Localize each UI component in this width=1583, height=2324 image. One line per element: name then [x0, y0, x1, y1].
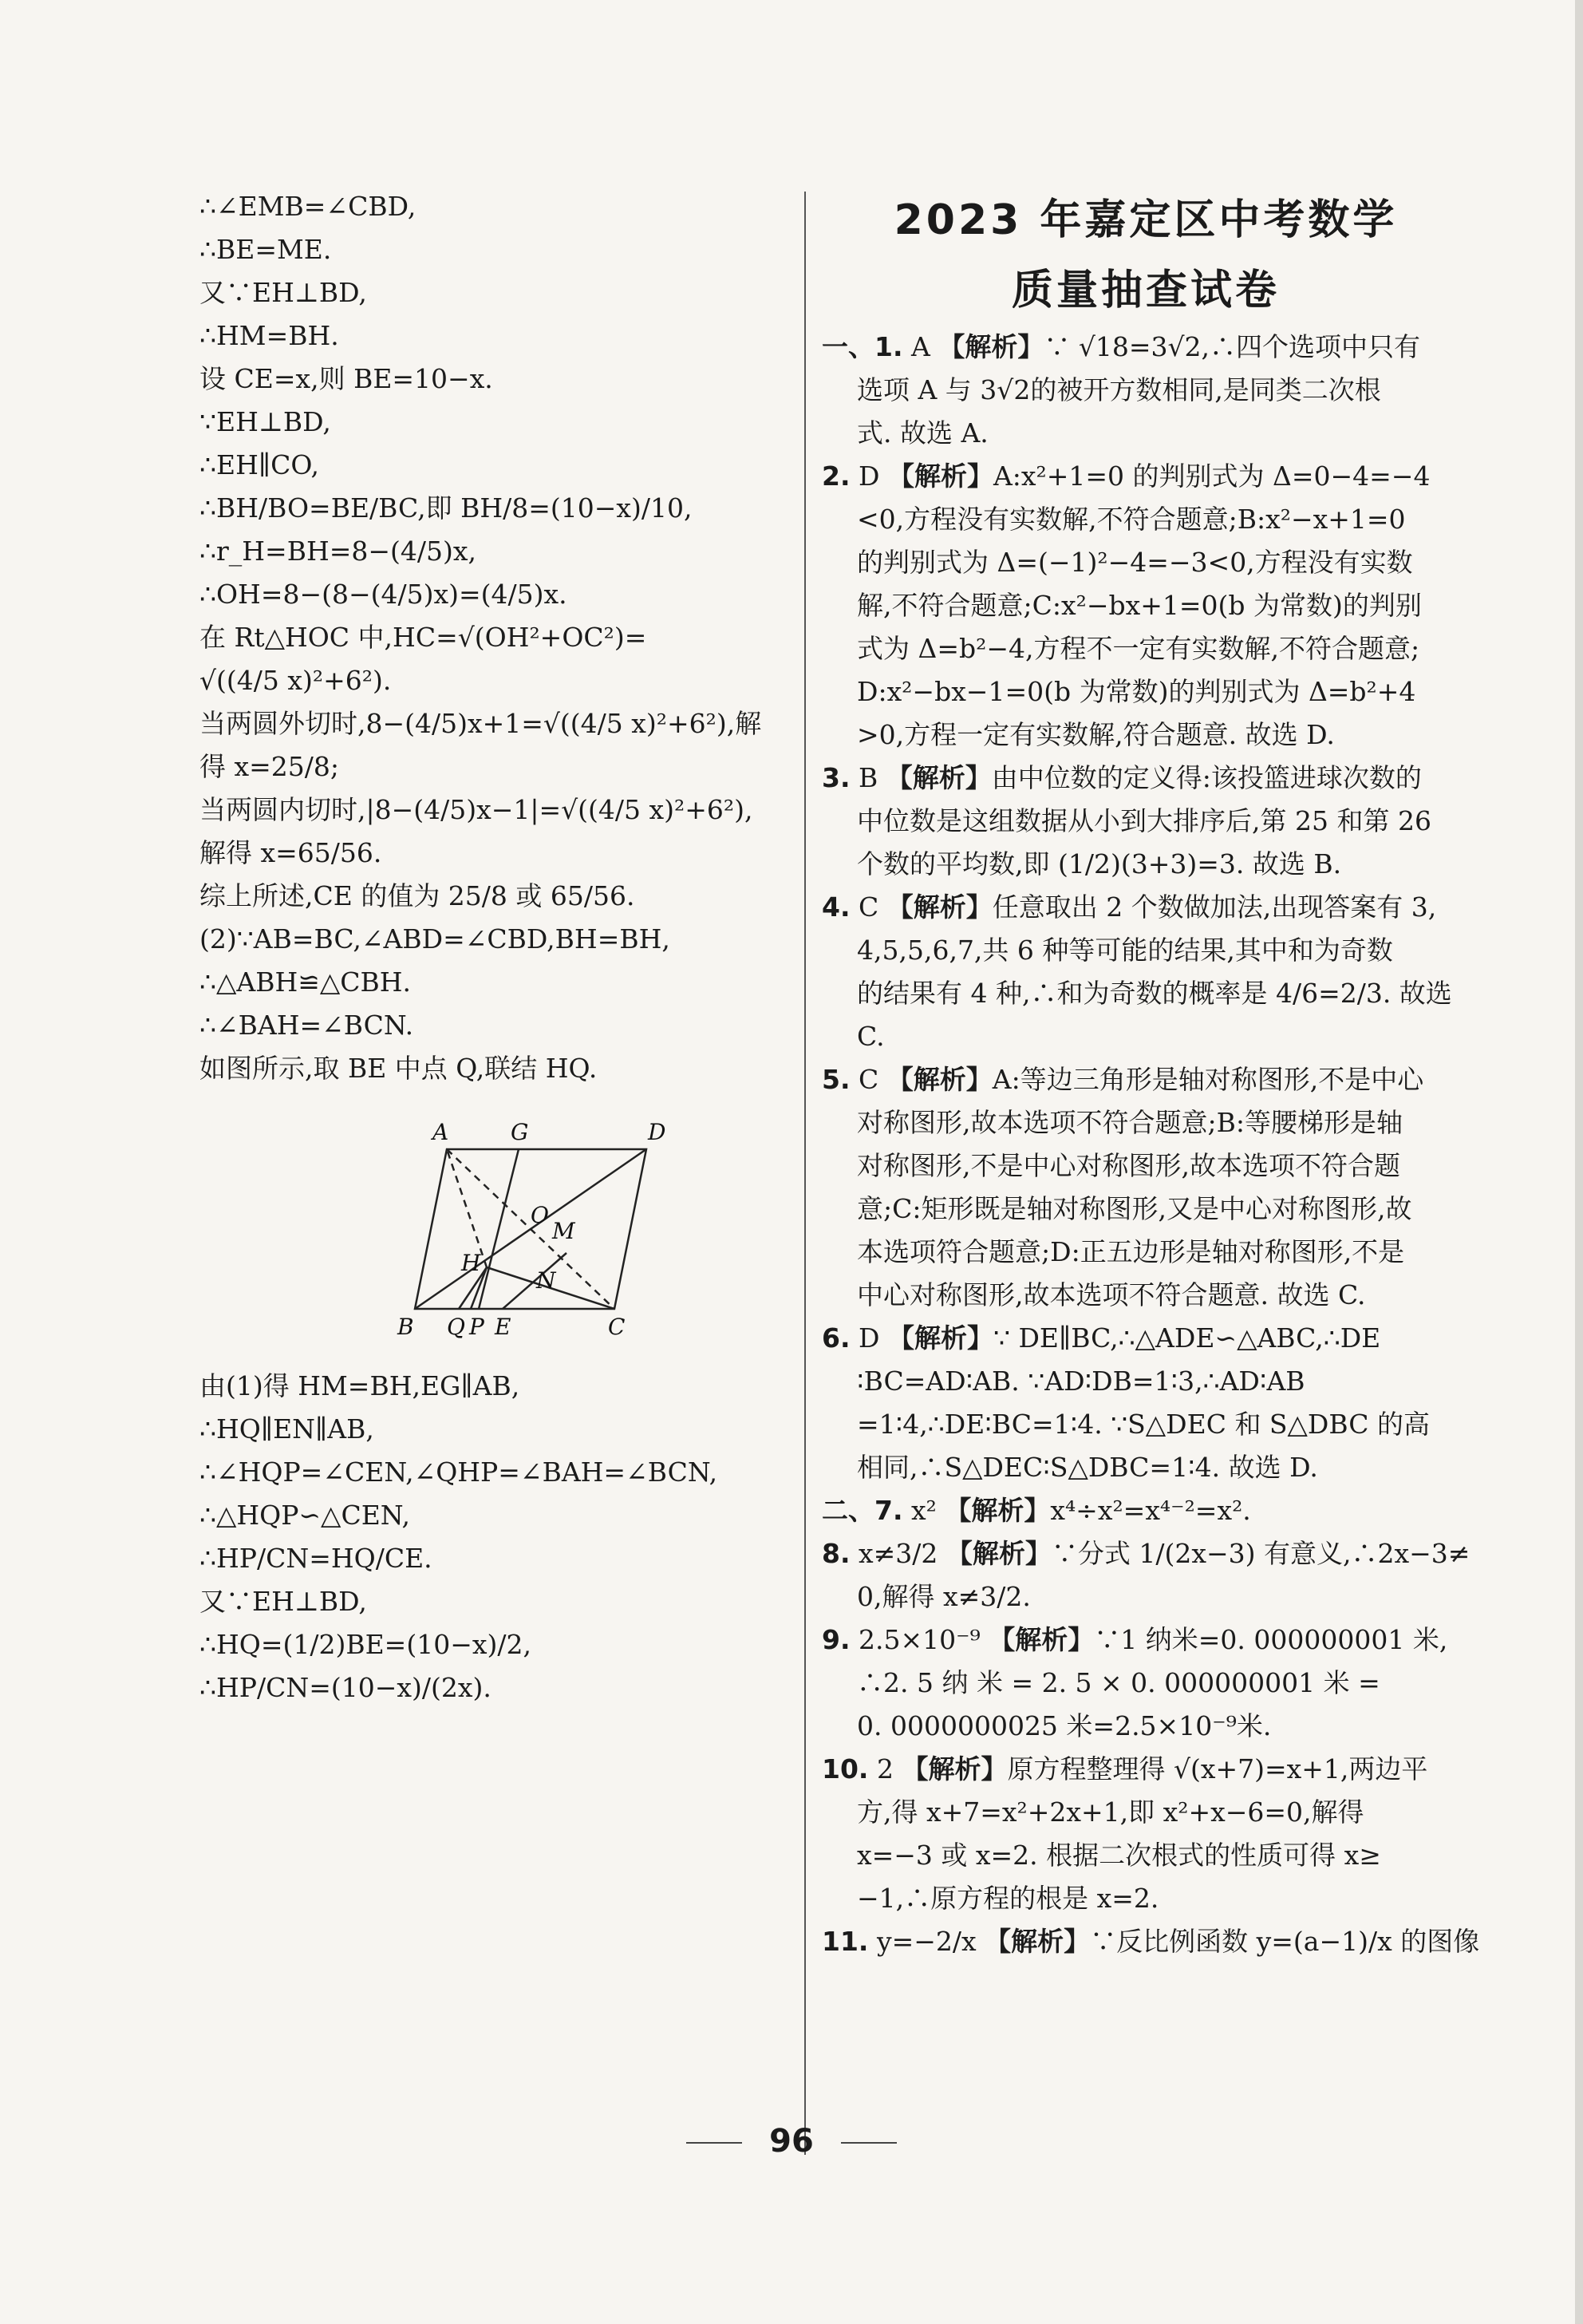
- answer-item-head: [822, 455, 1470, 498]
- answer-item-line: [822, 1188, 1470, 1231]
- item-text: 0,解得 x≠3/2.: [857, 1581, 1031, 1612]
- answer-item-line: [822, 541, 1470, 584]
- left-text-block-2: [199, 1365, 806, 1709]
- text-line: ∴HP/CN=(10−x)/(2x).: [199, 1672, 491, 1703]
- item-text: 本选项符合题意;D:正五边形是轴对称图形,不是: [857, 1236, 1405, 1267]
- label-M: M: [552, 1218, 575, 1244]
- answer-item-line: [822, 1705, 1470, 1748]
- analysis-tag: 【解析】: [886, 762, 992, 793]
- item-number: 5.: [822, 1064, 851, 1095]
- item-text: 意;C:矩形既是轴对称图形,又是中心对称图形,故: [857, 1193, 1412, 1224]
- answer-item-line: [822, 1575, 1470, 1618]
- text-line: 设 CE=x,则 BE=10−x.: [199, 363, 493, 394]
- answer-item: [822, 1317, 1470, 1489]
- item-text: >0,方程一定有实数解,符合题意. 故选 D.: [857, 719, 1335, 750]
- answer-item-line: [822, 972, 1470, 1015]
- item-text: 原方程整理得 √(x+7)=x+1,两边平: [1007, 1753, 1428, 1785]
- analysis-tag: 【解析】: [985, 1926, 1091, 1957]
- text-line: 当两圆内切时,|8−(4/5)x−1|=√((4/5 x)²+6²),: [199, 794, 753, 825]
- item-text: 4,5,5,6,7,共 6 种等可能的结果,其中和为奇数: [857, 935, 1393, 966]
- item-text: ∴2. 5 纳 米 = 2. 5 × 0. 000000001 米 =: [857, 1667, 1380, 1698]
- item-text: 任意取出 2 个数做加法,出现答案有 3,: [992, 891, 1437, 923]
- item-text: x⁴÷x²=x⁴⁻²=x².: [1050, 1495, 1251, 1526]
- answer-item-head: [822, 1618, 1470, 1662]
- answer-list: [822, 326, 1480, 1963]
- item-text: −1,∴原方程的根是 x=2.: [857, 1883, 1159, 1914]
- item-text: 对称图形,不是中心对称图形,故本选项不符合题: [857, 1150, 1400, 1181]
- item-text: A:x²+1=0 的判别式为 Δ=0−4=−4: [993, 460, 1431, 492]
- text-line: ∴∠EMB=∠CBD,: [199, 191, 416, 222]
- answer-item: [822, 1489, 1470, 1532]
- exam-title: 2023 年嘉定区中考数学: [894, 196, 1398, 244]
- text-line: ∴∠BAH=∠BCN.: [199, 1010, 414, 1041]
- text-line: ∴∠HQP=∠CEN,∠QHP=∠BAH=∠BCN,: [199, 1456, 718, 1488]
- item-answer: x≠3/2: [859, 1538, 938, 1569]
- answer-item-line: [822, 800, 1470, 843]
- text-line: ∴OH=8−(8−(4/5)x)=(4/5)x.: [199, 579, 567, 610]
- label-G: G: [511, 1119, 529, 1145]
- item-number: 9.: [822, 1624, 851, 1655]
- answer-item-line: [822, 1360, 1470, 1403]
- item-text: ∵1 纳米=0. 000000001 米,: [1094, 1624, 1448, 1655]
- item-text: <0,方程没有实数解,不符合题意;B:x²−x+1=0: [857, 504, 1406, 535]
- item-number: 2.: [822, 460, 851, 492]
- answer-item-line: [822, 1877, 1470, 1920]
- item-number: 8.: [822, 1538, 851, 1569]
- item-text: 由中位数的定义得:该投篮进球次数的: [991, 762, 1422, 793]
- text-line: 解得 x=65/56.: [199, 837, 382, 868]
- text-line: ∴BH/BO=BE/BC,即 BH/8=(10−x)/10,: [199, 492, 693, 524]
- page-number: 96: [0, 2123, 1583, 2160]
- item-text: ∵ DE∥BC,∴△ADE∽△ABC,∴DE: [993, 1322, 1381, 1354]
- column-divider: [804, 192, 806, 2155]
- label-P: P: [469, 1314, 484, 1340]
- answer-item-line: [822, 1231, 1470, 1274]
- item-number: 10.: [822, 1753, 869, 1785]
- left-column: [199, 185, 806, 1709]
- answer-item-line: [822, 929, 1470, 972]
- text-line: ∴r_H=BH=8−(4/5)x,: [199, 536, 476, 567]
- item-text: 选项 A 与 3√2的被开方数相同,是同类二次根: [857, 374, 1381, 405]
- label-C: C: [608, 1314, 626, 1340]
- item-number: 6.: [822, 1322, 851, 1354]
- answer-item: [822, 757, 1470, 886]
- answer-item-head: [822, 757, 1470, 800]
- item-text: 的结果有 4 种,∴和为奇数的概率是 4/6=2/3. 故选: [857, 978, 1452, 1009]
- item-text: =1∶4,∴DE∶BC=1∶4. ∵S△DEC 和 S△DBC 的高: [857, 1409, 1430, 1440]
- answer-item-line: [822, 584, 1470, 627]
- answer-item-line: [822, 1403, 1470, 1446]
- item-text: 方,得 x+7=x²+2x+1,即 x²+x−6=0,解得: [857, 1796, 1364, 1828]
- answer-item-line: [822, 498, 1470, 541]
- text-line: ∴EH∥CO,: [199, 449, 319, 480]
- text-line: 又∵EH⊥BD,: [199, 1586, 367, 1617]
- text-line: 如图所示,取 BE 中点 Q,联结 HQ.: [199, 1053, 598, 1084]
- answer-item-line: [822, 1791, 1470, 1834]
- left-text-block: [199, 185, 806, 1090]
- text-line: ∵EH⊥BD,: [199, 406, 331, 437]
- item-answer: x²: [911, 1495, 937, 1526]
- answer-item-line: [822, 713, 1470, 757]
- answer-item-line: [822, 1662, 1470, 1705]
- answer-item-head: [822, 886, 1470, 929]
- text-line: ∴HM=BH.: [199, 320, 339, 351]
- text-line: ∴BE=ME.: [199, 234, 332, 265]
- answer-item-line: [822, 412, 1470, 455]
- answer-item-head: [822, 1532, 1470, 1575]
- analysis-tag: 【解析】: [938, 331, 1044, 362]
- item-text: C.: [857, 1021, 885, 1052]
- item-answer: 2.5×10⁻⁹: [859, 1624, 981, 1655]
- answer-item-line: [822, 1274, 1470, 1317]
- answer-item-line: [822, 1144, 1470, 1188]
- analysis-tag: 【解析】: [886, 891, 993, 923]
- answer-item-head: [822, 1489, 1470, 1532]
- item-text: 中位数是这组数据从小到大排序后,第 25 和第 26: [857, 805, 1431, 836]
- answer-item-line: [822, 1101, 1470, 1144]
- geometry-figure: [383, 1101, 782, 1341]
- answer-item-head: [822, 1920, 1480, 1963]
- item-answer: D: [859, 1322, 880, 1354]
- item-answer: D: [859, 460, 880, 492]
- analysis-tag: 【解析】: [902, 1753, 1008, 1785]
- label-O: O: [531, 1202, 549, 1228]
- item-answer: B: [859, 762, 878, 793]
- item-number: 4.: [822, 891, 851, 923]
- label-E: E: [495, 1314, 511, 1340]
- exam-subtitle: 质量抽查试卷: [1011, 267, 1280, 314]
- item-text: 式为 Δ=b²−4,方程不一定有实数解,不符合题意;: [857, 633, 1420, 664]
- text-line: ∴△ABH≌△CBH.: [199, 966, 412, 998]
- item-text: 对称图形,故本选项不符合题意;B:等腰梯形是轴: [857, 1107, 1403, 1138]
- analysis-tag: 【解析】: [989, 1624, 1095, 1655]
- answer-item-head: [822, 1317, 1470, 1360]
- item-text: A:等边三角形是轴对称图形,不是中心: [992, 1064, 1424, 1095]
- label-H: H: [461, 1250, 481, 1276]
- answer-item: [822, 1058, 1470, 1317]
- answer-item: [822, 1532, 1470, 1618]
- text-line: 又∵EH⊥BD,: [199, 277, 367, 308]
- text-line: ∴HQ=(1/2)BE=(10−x)/2,: [199, 1629, 531, 1660]
- item-answer: 2: [876, 1753, 894, 1785]
- answer-item-line: [822, 843, 1470, 886]
- item-text: x=−3 或 x=2. 根据二次根式的性质可得 x≥: [857, 1840, 1381, 1871]
- text-line: 在 Rt△HOC 中,HC=√(OH²+OC²)=: [199, 622, 647, 653]
- item-answer: A: [911, 331, 930, 362]
- item-text: 解,不符合题意;C:x²−bx+1=0(b 为常数)的判别: [857, 590, 1422, 621]
- item-text: ∵反比例函数 y=(a−1)/x 的图像: [1090, 1926, 1480, 1957]
- answer-item: [822, 1920, 1480, 1963]
- answer-item-line: [822, 1446, 1470, 1489]
- item-text: D:x²−bx−1=0(b 为常数)的判别式为 Δ=b²+4: [857, 676, 1416, 707]
- answer-item: [822, 326, 1470, 455]
- item-answer: C: [859, 1064, 879, 1095]
- text-line: 由(1)得 HM=BH,EG∥AB,: [199, 1370, 520, 1401]
- item-number: 二、7.: [822, 1495, 903, 1526]
- text-line: ∴HP/CN=HQ/CE.: [199, 1543, 432, 1574]
- text-line: (2)∵AB=BC,∠ABD=∠CBD,BH=BH,: [199, 923, 670, 955]
- page-edge-shadow: [1575, 0, 1583, 2324]
- analysis-tag: 【解析】: [887, 460, 993, 492]
- analysis-tag: 【解析】: [886, 1064, 993, 1095]
- answer-item-head: [822, 326, 1470, 369]
- answer-item-line: [822, 1834, 1470, 1877]
- analysis-tag: 【解析】: [945, 1495, 1051, 1526]
- item-text: 的判别式为 Δ=(−1)²−4=−3<0,方程没有实数: [857, 547, 1413, 578]
- item-answer: y=−2/x: [876, 1926, 977, 1957]
- item-text: 0. 0000000025 米=2.5×10⁻⁹米.: [857, 1710, 1272, 1741]
- label-N: N: [536, 1267, 556, 1294]
- item-text: 中心对称图形,故本选项不符合题意. 故选 C.: [857, 1279, 1366, 1310]
- text-line: 得 x=25/8;: [199, 751, 339, 782]
- item-text: 个数的平均数,即 (1/2)(3+3)=3. 故选 B.: [857, 848, 1342, 879]
- text-line: √((4/5 x)²+6²).: [199, 665, 392, 696]
- answer-item-line: [822, 369, 1470, 412]
- text-line: 当两圆外切时,8−(4/5)x+1=√((4/5 x)²+6²),解: [199, 708, 762, 739]
- answer-item-line: [822, 670, 1470, 713]
- answer-item-line: [822, 627, 1470, 670]
- text-line: 综上所述,CE 的值为 25/8 或 65/56.: [199, 880, 635, 911]
- item-number: 3.: [822, 762, 851, 793]
- item-number: 11.: [822, 1926, 869, 1957]
- analysis-tag: 【解析】: [887, 1322, 993, 1354]
- item-text: 相同,∴S△DEC∶S△DBC=1∶4. 故选 D.: [857, 1452, 1318, 1483]
- label-Q: Q: [447, 1314, 465, 1340]
- text-line: ∴HQ∥EN∥AB,: [199, 1413, 374, 1445]
- answer-item-line: [822, 1015, 1470, 1058]
- answer-item: [822, 1618, 1470, 1748]
- answer-item: [822, 1748, 1470, 1920]
- text-line: ∴△HQP∽△CEN,: [199, 1500, 411, 1531]
- item-text: ∵ √18=3√2,∴四个选项中只有: [1044, 331, 1421, 362]
- label-B: B: [397, 1314, 414, 1340]
- label-D: D: [648, 1119, 666, 1145]
- analysis-tag: 【解析】: [945, 1538, 1052, 1569]
- answer-item-head: [822, 1748, 1470, 1791]
- item-text: ∵分式 1/(2x−3) 有意义,∴2x−3≠: [1051, 1538, 1470, 1569]
- item-answer: C: [859, 891, 879, 923]
- label-A: A: [432, 1119, 449, 1145]
- item-text: 式. 故选 A.: [857, 417, 989, 449]
- answer-item: [822, 886, 1470, 1058]
- item-text: ∶BC=AD∶AB. ∵AD∶DB=1∶3,∴AD∶AB: [857, 1366, 1305, 1397]
- answer-item-head: [822, 1058, 1470, 1101]
- right-column: [822, 185, 1480, 1963]
- item-number: 一、1.: [822, 331, 903, 362]
- answer-item: [822, 455, 1470, 757]
